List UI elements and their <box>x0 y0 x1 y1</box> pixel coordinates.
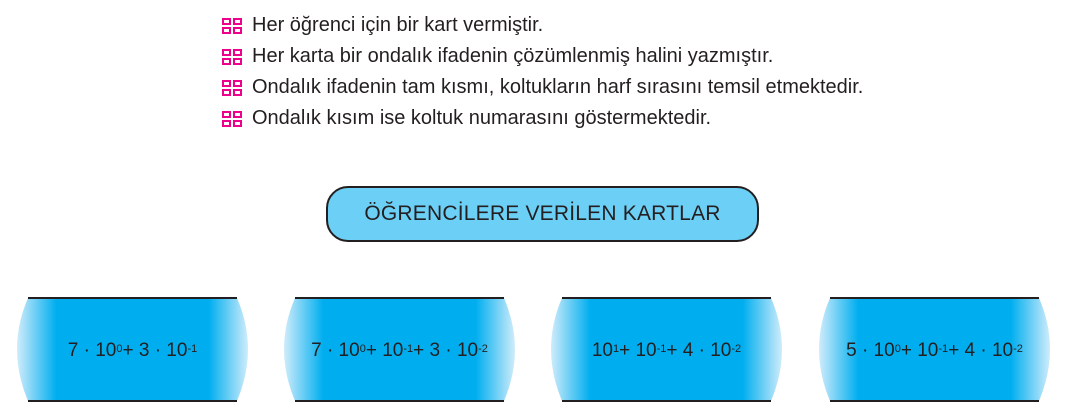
card-expression: 7 · 10 $^0$ + 3 · 10 $^{-1}$ <box>67 340 198 361</box>
card-expression: 10 $^1$ + 10 $^{-1}$ + 4 · 10 $^{-2}$ <box>591 340 742 361</box>
instruction-text: Ondalık kısım ise koltuk numarasını göstermektedir. <box>252 107 712 129</box>
pink-pattern-bullet-icon <box>221 48 243 66</box>
instruction-item <box>221 41 863 72</box>
student-card <box>16 295 249 403</box>
instruction-item <box>221 103 863 134</box>
card-expression: 5 · 10 $^0$ + 10 $^{-1}$ + 4 · 10 $^{-2}$ <box>846 340 1023 361</box>
banner-title: ÖĞRENCİLERE VERİLEN KARTLAR <box>364 202 721 225</box>
instruction-text: Her karta bir ondalık ifadenin çözümlenmiş halini yazmıştır. <box>252 45 774 67</box>
student-card <box>283 295 516 403</box>
card-expression: 7 · 10 $^0$ + 10 $^{-1}$ + 3 · 10 $^{-2}$ <box>311 340 488 361</box>
pink-pattern-bullet-icon <box>221 79 243 97</box>
instruction-item <box>221 72 863 103</box>
student-card <box>550 295 783 403</box>
cards-title-banner <box>326 186 759 242</box>
student-card <box>818 295 1051 403</box>
instruction-text: Her öğrenci için bir kart vermiştir. <box>252 14 544 36</box>
instruction-item <box>221 10 863 41</box>
pink-pattern-bullet-icon <box>221 17 243 35</box>
instruction-list <box>221 10 863 134</box>
instruction-text: Ondalık ifadenin tam kısmı, koltukların harf sırasını temsil etmektedir. <box>252 76 864 98</box>
pink-pattern-bullet-icon <box>221 110 243 128</box>
